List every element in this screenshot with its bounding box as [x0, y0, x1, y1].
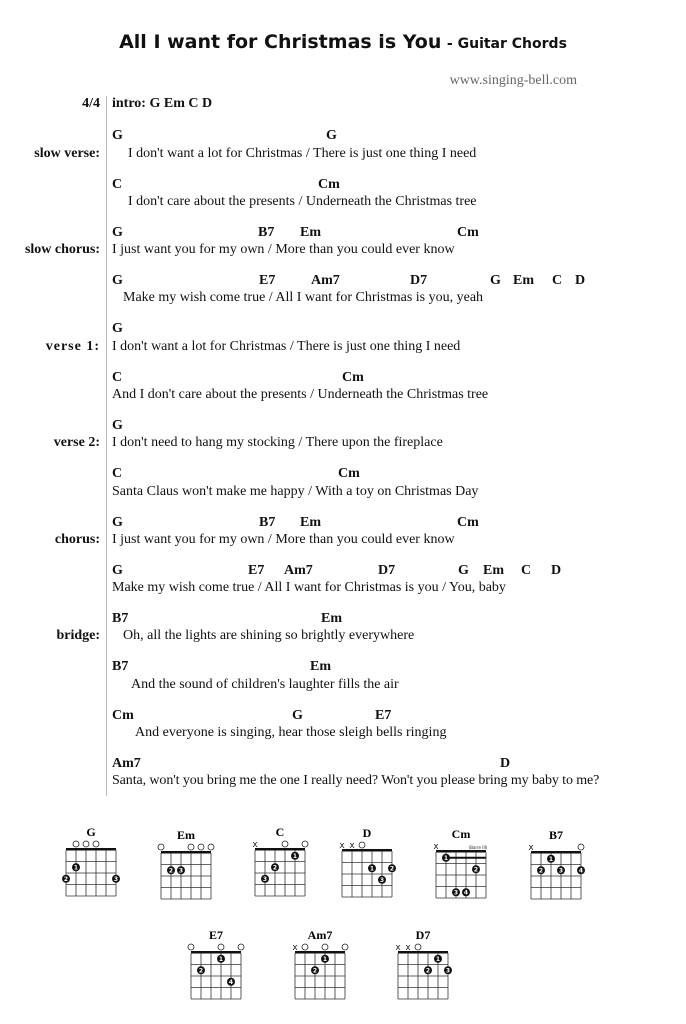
- label-slow-chorus: slow chorus:: [24, 242, 100, 257]
- label-verse-1: verse 1:: [45, 339, 100, 354]
- chord-label: D: [500, 756, 511, 771]
- finger-number: 1: [292, 852, 298, 860]
- lyric-line: I don't want a lot for Christmas / There is just one thing I need: [128, 146, 477, 161]
- chord-label: Em: [513, 273, 534, 288]
- muted-string-mark: x: [339, 841, 345, 851]
- chord-label: D: [575, 273, 586, 288]
- open-string-mark: [282, 841, 288, 847]
- chord-label: Am7: [311, 273, 340, 288]
- chord-label: D7: [378, 563, 396, 578]
- open-string-mark: [302, 944, 308, 950]
- finger-number: 3: [445, 967, 451, 975]
- finger-number: 1: [322, 955, 328, 963]
- chord-label: D7: [410, 273, 428, 288]
- website-link[interactable]: www.singing-bell.com: [449, 73, 577, 88]
- song-title: All I want for Christmas is You: [119, 31, 442, 53]
- lyric-line: Make my wish come true / All I want for Christmas is you / You, baby: [112, 580, 506, 595]
- muted-string-mark: x: [292, 943, 298, 953]
- time-signature: 4/4: [82, 96, 100, 111]
- chord-label: G: [326, 128, 337, 143]
- lyric-line: I don't care about the presents / Underneath the Christmas tree: [128, 194, 477, 209]
- chord-label: B7: [258, 225, 275, 240]
- lyric-line: Santa, won't you bring me the one I really need? Won't you please bring my baby to me?: [112, 773, 600, 788]
- chord-label: B7: [112, 611, 129, 626]
- chord-diagram-c: [247, 826, 309, 908]
- finger-number: 2: [389, 865, 395, 873]
- finger-number: 2: [538, 867, 544, 875]
- chord-label: G: [112, 418, 123, 433]
- chord-label: Cm: [457, 225, 479, 240]
- chord-label: G: [112, 273, 123, 288]
- lyric-line: And the sound of children's laughter fills the air: [131, 677, 399, 692]
- lyric-line: I don't want a lot for Christmas / There is just one thing I need: [112, 339, 461, 354]
- lyric-line: And I don't care about the presents / Underneath the Christmas tree: [112, 387, 489, 402]
- chord-label: E7: [375, 708, 392, 723]
- chord-label: B7: [259, 515, 276, 530]
- finger-number: 3: [453, 889, 459, 897]
- finger-number: 3: [113, 875, 119, 883]
- label-chorus: chorus:: [54, 532, 100, 547]
- nut: [436, 850, 486, 853]
- open-string-mark: [578, 844, 584, 850]
- page-title: [0, 31, 686, 53]
- open-string-mark: [208, 844, 214, 850]
- lyric-line: And everyone is singing, hear those sleigh bells ringing: [135, 725, 447, 740]
- lyric-line: I just want you for my own / More than you could ever know: [112, 532, 455, 547]
- barre-note: (Barre III): [468, 845, 488, 850]
- muted-string-mark: x: [395, 943, 401, 953]
- open-string-mark: [158, 844, 164, 850]
- chord-label: Cm: [338, 466, 360, 481]
- open-string-mark: [302, 841, 308, 847]
- label-verse-2: verse 2:: [53, 435, 100, 450]
- chord-label: Cm: [318, 177, 340, 192]
- open-string-mark: [415, 944, 421, 950]
- chord-diagram-name: E7: [208, 929, 224, 942]
- chord-label: Cm: [457, 515, 479, 530]
- chord-diagram-name: B7: [548, 829, 564, 842]
- nut: [531, 851, 581, 854]
- label-bridge: bridge:: [56, 628, 100, 643]
- chord-diagram-name: Am7: [307, 929, 333, 942]
- chord-label: G: [112, 515, 123, 530]
- open-string-mark: [83, 841, 89, 847]
- chord-diagram-am7: [287, 929, 349, 1011]
- chord-label: Cm: [342, 370, 364, 385]
- chord-diagram-name: G: [86, 826, 96, 839]
- open-string-mark: [73, 841, 79, 847]
- divider-line: [106, 96, 107, 796]
- finger-number: 3: [262, 875, 268, 883]
- label-slow-verse: slow verse:: [34, 146, 100, 161]
- chord-diagram-name: D: [362, 827, 372, 840]
- chord-diagram-name: Em: [177, 829, 195, 842]
- chord-label: Am7: [284, 563, 313, 578]
- finger-number: 1: [435, 955, 441, 963]
- chord-label: C: [112, 370, 123, 385]
- muted-string-mark: x: [433, 842, 439, 852]
- finger-number: 1: [369, 865, 375, 873]
- nut: [161, 851, 211, 854]
- finger-number: 2: [168, 867, 174, 875]
- chord-diagram-name: Cm: [451, 828, 471, 841]
- chord-label: D: [551, 563, 562, 578]
- chord-label: G: [490, 273, 501, 288]
- muted-string-mark: x: [405, 943, 411, 953]
- chord-diagram-name: C: [275, 826, 285, 839]
- nut: [191, 951, 241, 954]
- chord-diagram-d: [334, 827, 396, 909]
- open-string-mark: [188, 944, 194, 950]
- chord-diagram-e7: [183, 929, 245, 1011]
- chord-label: G: [112, 225, 123, 240]
- chord-label: Em: [321, 611, 342, 626]
- chord-label: G: [112, 128, 123, 143]
- open-string-mark: [322, 944, 328, 950]
- muted-string-mark: x: [528, 843, 534, 853]
- chord-diagram-g: [58, 826, 120, 908]
- open-string-mark: [188, 844, 194, 850]
- open-string-mark: [359, 842, 365, 848]
- chord-diagram-name: D7: [415, 929, 431, 942]
- chord-diagram-cm: [428, 828, 490, 910]
- finger-number: 1: [548, 855, 554, 863]
- chord-label: Am7: [112, 756, 141, 771]
- lyric-line: Santa Claus won't make me happy / With a toy on Christmas Day: [112, 484, 479, 499]
- chord-diagram-b7: [523, 829, 585, 911]
- finger-number: 4: [463, 889, 469, 897]
- chord-diagram-em: [153, 829, 215, 911]
- finger-number: 2: [63, 875, 69, 883]
- chord-label: G: [292, 708, 303, 723]
- nut: [255, 848, 305, 851]
- chord-label: G: [458, 563, 469, 578]
- finger-number: 3: [558, 867, 564, 875]
- lyric-line: I don't need to hang my stocking / There upon the fireplace: [112, 435, 443, 450]
- chord-label: G: [112, 321, 123, 336]
- finger-number: 1: [73, 864, 79, 872]
- lyric-line: I just want you for my own / More than you could ever know: [112, 242, 455, 257]
- finger-number: 2: [473, 866, 479, 874]
- finger-number: 2: [425, 967, 431, 975]
- finger-number: 2: [198, 967, 204, 975]
- finger-number: 3: [178, 867, 184, 875]
- lyric-line: Make my wish come true / All I want for Christmas is you, yeah: [123, 290, 484, 305]
- nut: [66, 848, 116, 851]
- chord-label: C: [521, 563, 532, 578]
- open-string-mark: [218, 944, 224, 950]
- chord-label: Em: [483, 563, 504, 578]
- finger-number: 1: [443, 854, 449, 862]
- finger-number: 2: [312, 967, 318, 975]
- open-string-mark: [198, 844, 204, 850]
- open-string-mark: [238, 944, 244, 950]
- muted-string-mark: x: [349, 841, 355, 851]
- finger-number: 4: [578, 867, 584, 875]
- chord-diagram-d7: [390, 929, 452, 1011]
- lyric-line: Oh, all the lights are shining so brightly everywhere: [123, 628, 415, 643]
- chord-label: G: [112, 563, 123, 578]
- chord-label: Cm: [112, 708, 134, 723]
- chord-label: Em: [310, 659, 331, 674]
- finger-number: 1: [218, 955, 224, 963]
- open-string-mark: [93, 841, 99, 847]
- chord-label: C: [112, 177, 123, 192]
- finger-number: 4: [228, 978, 234, 986]
- chord-label: B7: [112, 659, 129, 674]
- song-subtitle: - Guitar Chords: [446, 36, 567, 52]
- intro-line: intro: G Em C D: [112, 96, 213, 111]
- chord-label: Em: [300, 225, 321, 240]
- finger-number: 3: [379, 876, 385, 884]
- chord-label: E7: [259, 273, 276, 288]
- chord-label: C: [112, 466, 123, 481]
- muted-string-mark: x: [252, 840, 258, 850]
- chord-label: Em: [300, 515, 321, 530]
- open-string-mark: [342, 944, 348, 950]
- nut: [295, 951, 345, 954]
- chord-label: C: [552, 273, 563, 288]
- finger-number: 2: [272, 864, 278, 872]
- chord-label: E7: [248, 563, 265, 578]
